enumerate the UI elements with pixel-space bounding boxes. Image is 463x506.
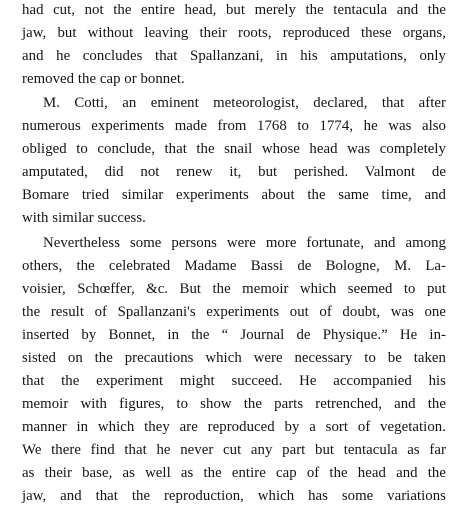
paragraph-1-line-4: removed the cap or bonnet.: [22, 71, 185, 87]
paragraph-2-line-5: Bomare tried similar experiments about the same time, and: [22, 187, 446, 203]
paragraph-2-line-4: amputated, did not renew it, but perished. Valmont de: [22, 164, 446, 180]
paragraph-3-line-5: inserted by Bonnet, in the “ Journal de Physique.” He in-: [22, 327, 446, 343]
paragraph-3-line-4: the result of Spallanzani's experiments out of doubt, was one: [22, 304, 446, 320]
paragraph-2-line-1: M. Cotti, an eminent meteorologist, declared, that after: [43, 95, 446, 111]
paragraph-3-line-8: memoir with figures, to show the parts retrenched, and the: [22, 396, 446, 412]
paragraph-3-line-6: sisted on the precautions which were necessary to be taken: [22, 350, 446, 366]
paragraph-1-line-2: jaw, but without leaving their roots, reproduced these organs,: [22, 25, 446, 41]
paragraph-3-line-7: that the experiment might succeed. He accompanied his: [22, 373, 446, 389]
paragraph-2-line-6: with similar success.: [22, 210, 146, 226]
paragraph-3-line-10: We there find that he never cut any part but tentacula as far: [22, 442, 446, 458]
paragraph-2-line-3: obliged to conclude, that the snail whose head was completely: [22, 141, 446, 157]
paragraph-1-line-3: and he concludes that Spallanzani, in his amputations, only: [22, 48, 446, 64]
paragraph-3-line-9: manner in which they are reproduced by a sort of vegetation.: [22, 419, 446, 435]
paragraph-3-line-1: Nevertheless some persons were more fortunate, and among: [43, 235, 446, 251]
paragraph-3-line-2: others, the celebrated Madame Bassi de Bologne, M. La-: [22, 258, 446, 274]
paragraph-3-line-11: as their base, as well as the entire cap of the head and the: [22, 465, 446, 481]
paragraph-3-line-3: voisier, Schœffer, &c. But the memoir which seemed to put: [22, 281, 446, 297]
paragraph-3-line-12: jaw, and that the reproduction, which has some variations: [22, 488, 446, 504]
paragraph-1-line-1: had cut, not the entire head, but merely the tentacula and the: [22, 2, 446, 18]
paragraph-2-line-2: numerous experiments made from 1768 to 1774, he was also: [22, 118, 446, 134]
